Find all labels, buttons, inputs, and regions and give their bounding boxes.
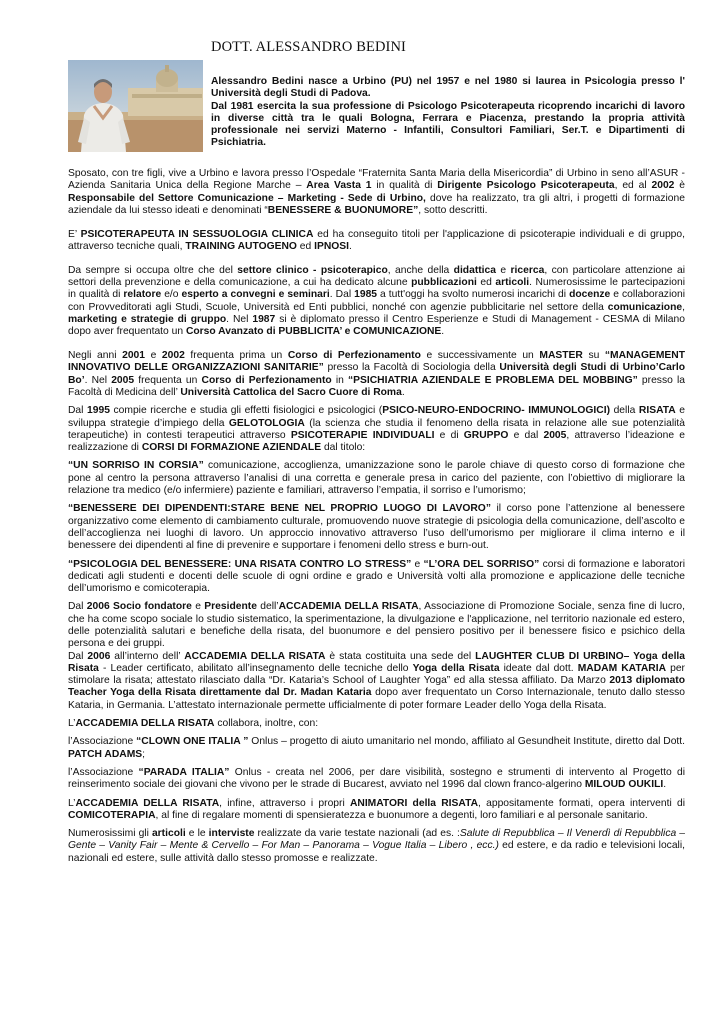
paragraph-course-psicologia: “PSICOLOGIA DEL BENESSERE: UNA RISATA CONTRO LO STRESS” e “L’ORA DEL SORRISO” corsi di formazione e laboratori dedicati agli studenti e docenti delle scuole di ogni ordine e grado e Università volti alla promozione e applicazione delle tecniche dell’umorismo e comicoterapia. [68, 558, 685, 595]
paragraph-parada: l’Associazione “PARADA ITALIA” Onlus - creata nel 2006, per dare visibilità, sostegno e strumenti di intervento al Progetto di reinserimento sociale dei giovani che vivono per le strade di Bucarest, avviato nel 1996 dal clown franco-algerino MILOUD OUKILI. [68, 766, 686, 791]
paragraph-master: Negli anni 2001 e 2002 frequenta prima un Corso di Perfezionamento e successivamente un MASTER su “MANAGEMENT INNOVATIVO DELLE ORGANIZZAZIONI SANITARIE” presso la Facoltà di Sociologia della Università degli Studi di Urbino’Carlo Bo’. Nel 2005 frequenta un Corso di Perfezionamento in “PSICHIATRIA AZIENDALE E PROBLEMA DEL MOBBING” presso la Facoltà di Medicina dell’ Università Cattolica del Sacro Cuore di Roma. [68, 350, 685, 398]
paragraph-laughter-research: Dal 1995 compie ricerche e studia gli effetti fisiologici e psicologici (PSICO-NEURO-ENDOCRINO- IMMUNOLOGICI) della RISATA e sviluppa strategie d’impiego della GELOTOLOGIA (la scienza che studia il fenomeno della risata in relazione alle sue potenzialità terapeutiche) in contesti terapeutici attraverso PSICOTERAPIE INDIVIDUALI e di GRUPPO e dal 2005, attraverso l’ideazione e realizzazione di CORSI DI FORMAZIONE AZIENDALE dal titolo: [68, 405, 685, 454]
intro-paragraph: Dal 1981 esercita la sua professione di Psicologo Psicoterapeuta ricoprendo incarichi di lavoro in diverse città tra le quali Bologna, Ferrara e Piacenza, prestando la propria attività professionale nei servizi Materno - Infantili, Consultori Familiari, Ser.T. e Dipartimenti di Psichiatria. [211, 100, 685, 149]
paragraph-teaching-research: Da sempre si occupa oltre che del settore clinico - psicoterapico, anche della didattica e ricerca, con particolare attenzione ai settori della prevenzione e della comunicazione, a cui ha dedicato alcune pubblicazioni ed articoli. Numerosissime le partecipazioni in qualità di relatore e/o esperto a convegni e seminari. Dal 1985 a tutt'oggi ha svolto numerosi incarichi di docenze e collaborazioni con Provveditorati agli Studi, Scuole, Università ed Enti pubblici, nonché con agenzie pubblicitarie nel settore della comunicazione, marketing e strategie di gruppo. Nel 1987 si è diplomato presso il Centro Esperienze e Studi di Management - CESMA di Milano dopo aver frequentato un Corso Avanzato di PUBBLICITA’ e COMUNICAZIONE. [68, 264, 685, 338]
paragraph-press: Numerosissimi gli articoli e le interviste realizzate da varie testate nazionali (ad es. :Salute di Repubblica – Il Venerdì di Repubblica – Gente – Vanity Fair – Mente & Cervello – For Man – Panorama – Vogue Italia – Libero , ecc.) ed estere, e da radio e televisioni locali, nazionali ed estere, sulle attività dallo stesso promosse e realizzate. [68, 828, 685, 864]
intro-paragraph: Alessandro Bedini nasce a Urbino (PU) nel 1957 e nel 1980 si laurea in Psicologia presso l' Università degli Studi di Padova. [211, 76, 685, 100]
biography-body [68, 168, 685, 871]
paragraph-collaborations: L’ACCADEMIA DELLA RISATA collabora, inoltre, con: [68, 718, 319, 730]
paragraph-course-benessere: “BENESSERE DEI DIPENDENTI:STARE BENE NEL PROPRIO LUOGO DI LAVORO” il corso pone l’attenzione al benessere organizzativo come elemento di cambiamento culturale, promuovendo nuove strategie di psicologia della comunicazione, dell’ascolto e dell’accoglienza nei luoghi di lavoro. Un approccio innovativo attraverso l’uso dell’umorismo per migliorare il clima interno e il benessere dei dipendenti al fine di prevenire e supportare i fenomeni dello stress e burn-out. [68, 503, 685, 552]
author-photo [68, 60, 203, 152]
paragraph-sexology: E’ PSICOTERAPEUTA IN SESSUOLOGIA CLINICA ed ha conseguito titoli per l'applicazione di psicoterapie individuali e di gruppo, attraverso tecniche quali, TRAINING AUTOGENO ed IPNOSI. [68, 228, 685, 252]
paragraph-animatori: L’ACCADEMIA DELLA RISATA, infine, attraverso i propri ANIMATORI della RISATA, appositamente formati, opera interventi di COMICOTERAPIA, al fine di regalare momenti di spensieratezza e buonumore a degenti, loro familiari e al personale sanitario. [68, 797, 685, 821]
paragraph-family-work: Sposato, con tre figli, vive a Urbino e lavora presso l’Ospedale “Fraternita Santa Maria della Misericordia” di Urbino in seno all’ASUR - Azienda Sanitaria Unica della Regione Marche – Area Vasta 1 in qualità di Dirigente Psicologo Psicoterapeuta, ed al 2002 è Responsabile del Settore Comunicazione – Marketing - Sede di Urbino, dove ha realizzato, tra gli altri, i progetti di formazione aziendale da lui stesso ideati e denominati “BENESSERE & BUONUMORE”, sotto descritti. [68, 168, 685, 216]
author-photo-image [68, 60, 203, 152]
paragraph-clown-one: l’Associazione “CLOWN ONE ITALIA ” Onlus – progetto di aiuto umanitario nel mondo, affiliato al Gesundheit Institute, diretto dal Dott. PATCH ADAMS; [68, 736, 686, 760]
paragraph-accademia: Dal 2006 Socio fondatore e Presidente dell’ACCADEMIA DELLA RISATA, Associazione di Promozione Sociale, senza fine di lucro, che ha come scopo sociale lo studio sistematico, la sperimentazione, la divulgazione e l'applicazione, nel territorio nazionale ed estero, delle potenzialità salutari e benefiche della risata, del buonumore e del pensiero positivo per il benessere fisico e psichico della persona e dei gruppi. Dal 2006 all’interno dell’ ACCADEMIA DELLA RISATA è stata costituita una sede del LAUGHTER CLUB DI URBINO– Yoga della Risata - Leader certificato, abilitato all’insegnamento delle tecniche dello Yoga della Risata ideate dal dott. MADAM KATARIA per stimolare la risata; attestato rilasciato dalla “Dr. Kataria’s School of Laughter Yoga” ed alla stessa affiliato. Da Marzo 2013 diplomato Teacher Yoga della Risata direttamente dal Dr. Madan Kataria dopo aver frequentato un Corso Internazionale, tenuto dallo stesso Kataria, in Germania. L’attestato internazionale permette ufficialmente di poter formare Leader dello Yoga della Risata. [68, 601, 686, 711]
paragraph-course-sorriso: “UN SORRISO IN CORSIA” comunicazione, accoglienza, umanizzazione sono le parole chiave di questo corso di formazione che pone al centro la persona attraverso l’analisi di una corretta e generale presa in carico del paziente, con l’obiettivo di migliorare la relazione tra medico (e/o infermiere) paziente e familiari, attraverso l’empatia, il sorriso e l’umorismo; [68, 460, 685, 497]
intro-section [211, 76, 685, 150]
page-title: DOTT. ALESSANDRO BEDINI [211, 39, 406, 55]
